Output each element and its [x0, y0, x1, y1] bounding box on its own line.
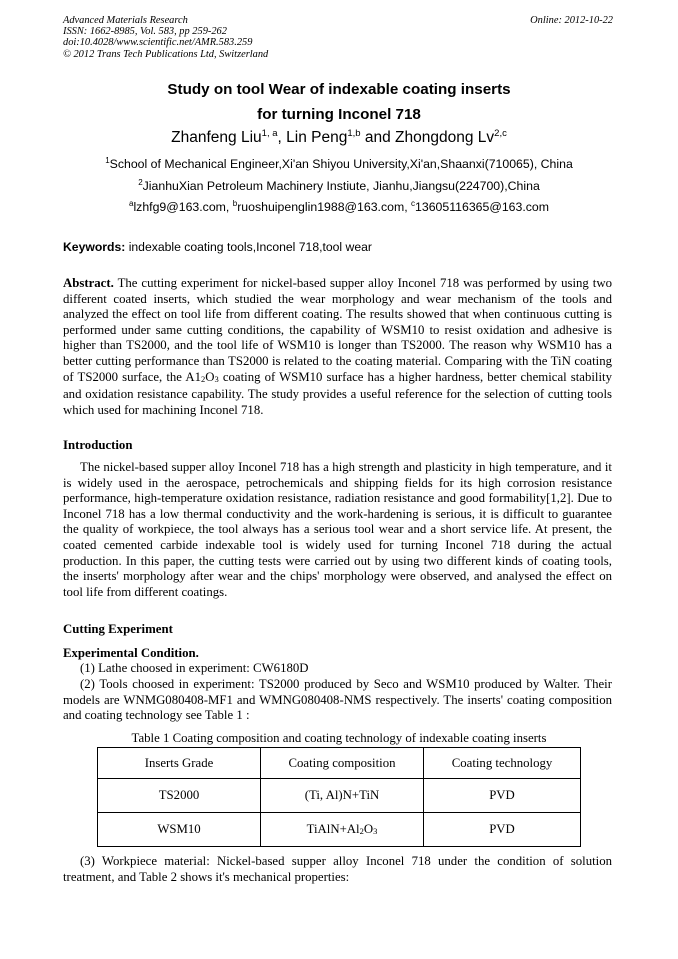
email-text: lzhfg9@163.com, — [133, 200, 233, 215]
author-separator: and — [360, 129, 396, 147]
keywords-text: indexable coating tools,Inconel 718,tool wear — [125, 240, 372, 254]
author-name: Lin Peng — [286, 129, 348, 147]
abstract — [63, 276, 612, 418]
abstract-label: Abstract. — [63, 276, 114, 290]
abstract-subscript: 2 — [201, 373, 206, 384]
introduction-heading: Introduction — [63, 438, 133, 452]
email-text: ruoshuipenglin1988@163.com, — [237, 200, 412, 215]
email-text: 13605116365@163.com — [415, 200, 549, 215]
copyright-line: © 2012 Trans Tech Publications Ltd, Switzerland — [63, 48, 269, 60]
abstract-text: The cutting experiment for nickel-based supper alloy Inconel 718 was performed by using two different coated inserts, which studied the wear morphology and wear mechanism of the tools and analyzed the effect on tool life from different coating. The results showed that when continuous cutting is performed under same cutting conditions, the capability of WSM10 to resist oxidation and adhesive is higher than TS2000, and the tool life of WSM10 is longer than TS2000. The reason why WSM10 has a better cutting performance than TS2000 is related to the coating material. Comparing with the TiN coating of TS2000 surface, the A1 — [63, 276, 612, 384]
affiliation-2 — [0, 178, 678, 193]
table-1-caption: Table 1 Coating composition and coating technology of indexable coating inserts — [131, 731, 547, 745]
email-line — [0, 199, 678, 214]
paper-title-line-1: Study on tool Wear of indexable coating inserts — [167, 81, 511, 98]
abstract-text: coating of WSM10 surface has a higher hardness, better chemical stability and oxidation resistance capability. The study provides a useful reference for the selection of cutting tools which used for machining Inconel 718. — [63, 369, 612, 417]
journal-header — [63, 15, 268, 60]
cutting-experiment-heading: Cutting Experiment — [63, 622, 173, 636]
table-row — [98, 779, 581, 813]
condition-item-1: (1) Lathe choosed in experiment: CW6180D — [80, 661, 309, 675]
author-sup: 1, a — [261, 128, 278, 139]
table-header-cell: Inserts Grade — [98, 748, 261, 779]
table-header-cell: Coating technology — [424, 748, 581, 779]
email-sup: c — [411, 199, 416, 208]
table-1 — [97, 747, 581, 847]
composition-text: TiAlN+Al — [306, 822, 360, 836]
composition-text: O — [363, 822, 374, 836]
aff-text: School of Mechanical Engineer,Xi'an Shiyou University,Xi'an,Shaanxi(710065), China — [109, 157, 573, 172]
table-row — [98, 813, 581, 847]
composition-subscript: 3 — [373, 826, 378, 836]
author-sup: 2,c — [494, 128, 507, 139]
author-sup: 1,b — [347, 128, 361, 139]
experimental-condition-heading: Experimental Condition. — [63, 646, 199, 660]
online-date: Online: 2012-10-22 — [530, 15, 613, 26]
email-sup: b — [232, 199, 238, 208]
table-header-row — [98, 748, 581, 779]
keywords-label: Keywords: — [63, 240, 126, 254]
table-cell — [261, 813, 424, 847]
keywords — [63, 240, 372, 254]
aff-sup: 2 — [138, 178, 143, 187]
author-separator: , — [277, 129, 287, 147]
table-cell: WSM10 — [98, 813, 261, 847]
email-sup: a — [129, 199, 134, 208]
paper-title-line-2: for turning Inconel 718 — [257, 106, 421, 123]
aff-text: JianhuXian Petroleum Machinery Instiute, Jianhu,Jiangsu(224700),China — [142, 179, 540, 194]
author-name: Zhongdong Lv — [395, 129, 495, 147]
abstract-subscript: 3 — [214, 373, 219, 384]
issn-line: ISSN: 1662-8985, Vol. 583, pp 259-262 — [63, 26, 227, 38]
table-cell: TS2000 — [98, 779, 261, 813]
condition-item-3: (3) Workpiece material: Nickel-based supper alloy Inconel 718 under the condition of solution treatment, and Table 2 shows it's mechanical properties: — [63, 854, 612, 884]
affiliation-1 — [0, 156, 678, 171]
author-list — [0, 128, 678, 147]
aff-sup: 1 — [105, 156, 110, 165]
table-header-cell: Coating composition — [261, 748, 424, 779]
doi-line: doi:10.4028/www.scientific.net/AMR.583.259 — [63, 37, 253, 49]
table-cell: (Ti, Al)N+TiN — [261, 779, 424, 813]
journal-name: Advanced Materials Research — [63, 15, 188, 26]
abstract-text: O — [205, 369, 215, 384]
introduction-text: The nickel-based supper alloy Inconel 718 has a high strength and plasticity in high temperature, and it is widely used in the aerospace, petrochemicals and shipping fields for its high corrosion resistance performance, high-temperature oxidation resistance, radiation resistance and good formability[1,2]. Due to Inconel 718 has a low thermal conductivity and the work-hardening is serious, it is difficult to guarantee the quality of workpiece, the tool always has a serious tool wear and a short service life. At present, the coated cemented carbide indexable tool is widely used for turning Inconel 718 during the actual production. In this paper, the cutting tests were carried out by using two different kinds of coating tools, the inserts' morphology after wear and the chips' morphology were observed, and analysed the effect on tool life from different coatings. — [63, 460, 612, 599]
author-name: Zhanfeng Liu — [171, 129, 262, 147]
condition-item-2: (2) Tools choosed in experiment: TS2000 produced by Seco and WSM10 produced by Walter. Their models are WNMG080408-MF1 and WMNG080408-NMS respectively. The inserts' coating composition and coating technology see Table 1 : — [63, 677, 612, 723]
table-cell: PVD — [424, 813, 581, 847]
composition-subscript: 2 — [359, 826, 364, 836]
table-cell: PVD — [424, 779, 581, 813]
